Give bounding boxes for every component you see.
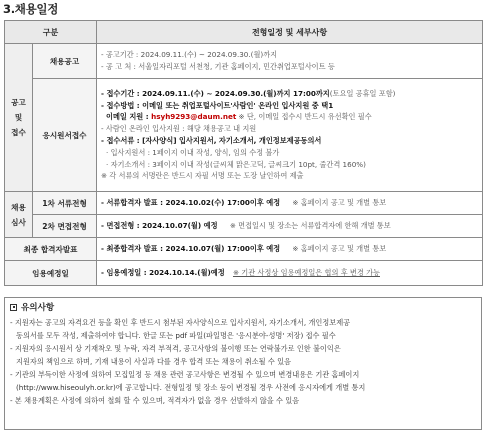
apply-period-line <box>101 88 478 100</box>
notes-header <box>10 301 476 313</box>
label-final: 최종 합격자발표 <box>5 238 97 261</box>
detail-final <box>97 238 483 261</box>
note-line[interactable]: (http://www.hiseoulyh.or.kr)에 공고합니다. 전형일정 및 장소 등이 변경될 경우 사전에 응시자에게 개별 통지 <box>16 383 366 392</box>
row-hire <box>5 261 483 286</box>
table-header-row <box>5 21 483 44</box>
apply-email-line <box>101 111 478 123</box>
note-line: - 본 채용계획은 사정에 의하여 철회 할 수 있으며, 적격자가 없을 경우 선발하지 않을 수 있음 <box>10 396 300 405</box>
apply-period-note: (토요일 공휴일 포함) <box>329 88 396 98</box>
apply-email-label: 이메일 지원 : <box>106 112 152 122</box>
notes-body <box>10 316 476 407</box>
note-line: - 지원자의 응시원서 상 기재착오 및 누락, 자격 부적격, 공고사항의 불이행 또는 연락불가로 인한 불이익은 <box>10 344 341 353</box>
detail-first <box>97 192 483 215</box>
hire-date: - 임용예정일 : 2024.10.14.(월)예정 <box>101 268 225 278</box>
row-apply <box>5 79 483 192</box>
label-hire: 임용예정일 <box>5 261 97 286</box>
apply-method: - 접수방법 : 이메일 또는 취업포털사이트'사람인' 온라인 입사지원 중 택1 <box>101 100 334 110</box>
detail-apply <box>97 79 483 192</box>
label-second: 2차 면접전형 <box>33 215 97 238</box>
checkbox-square-icon <box>10 304 17 311</box>
apply-signature-note: ※ 각 서류의 서명란은 반드시 자필 서명 또는 도장 날인하여 제출 <box>101 171 304 181</box>
apply-online: - 사람인 온라인 입사지원 : 해당 채용공고 내 지원 <box>101 124 257 134</box>
row-first <box>5 192 483 215</box>
first-note: ※ 홈페이지 공고 및 개별 통보 <box>292 198 387 208</box>
label-apply: 응시원서접수 <box>33 79 97 192</box>
label-notice: 채용공고 <box>33 44 97 79</box>
apply-doc-intro: · 자기소개서 : 3페이지 이내 작성(글씨체 맑은고딕, 글씨크기 10pt, 줄간격 160%) <box>106 159 366 169</box>
final-note: ※ 홈페이지 공고 및 개별 통보 <box>292 244 387 254</box>
apply-email-address[interactable]: hsyh9293@daum.net <box>151 112 237 122</box>
header-detail: 전형일정 및 세부사항 <box>97 21 483 44</box>
group-announce-apply: 공고 및 접수 <box>5 44 33 192</box>
hire-note: ※ 기관 사정상 임용예정일은 협의 후 변경 가능 <box>232 268 380 278</box>
notes-title: 유의사항 <box>21 303 55 313</box>
apply-email-note: ※ 단, 이메일 접수시 반드시 유선확인 필수 <box>236 112 372 122</box>
label-first: 1차 서류전형 <box>33 192 97 215</box>
notice-place: - 공 고 처 : 서울일자리포털 서천청, 기관 홈페이지, 민간취업포털사이트 등 <box>101 62 335 71</box>
second-interview: - 면접전형 : 2024.10.07(월) 예정 <box>101 221 218 231</box>
detail-second <box>97 215 483 238</box>
second-note: ※ 면접일시 및 장소는 서류합격자에 한해 개별 통보 <box>229 221 391 231</box>
schedule-table <box>4 20 483 286</box>
notice-period: - 공고기간 : 2024.09.11.(수) ~ 2024.09.30.(월)까지 <box>101 50 278 60</box>
apply-doc-application: · 입사지원서 : 1페이지 이내 작성, 양식, 임의 수정 불가 <box>106 147 280 157</box>
apply-period: - 접수기간 : 2024.09.11.(수) ~ 2024.09.30.(월)까지 17:00까지 <box>101 88 330 98</box>
notes-box <box>4 297 482 430</box>
group-screening: 채용 심사 <box>5 192 33 238</box>
section-title: 3.채용일정 <box>3 2 59 16</box>
note-line: - 지원자는 공고의 자격요건 등을 확인 후 반드시 첨부된 자사양식으로 입사지원서, 자기소개서, 개인정보제공 <box>10 318 351 327</box>
detail-notice <box>97 44 483 79</box>
detail-hire <box>97 261 483 286</box>
row-second <box>5 215 483 238</box>
first-announce: - 서류합격자 발표 : 2024.10.02(수) 17:00이후 예정 <box>101 198 281 208</box>
note-line: 지원자의 책임으로 하며, 기재 내용이 사실과 다를 경우 합격 또는 채용이 취소될 수 있음 <box>16 357 291 366</box>
note-line: - 기관의 부득이한 사정에 의하여 모집일정 등 채용 관련 공고사항은 변경될 수 있으며 변경내용은 기관 홈페이지 <box>10 370 360 379</box>
apply-documents: - 접수서류 : [자사양식] 입사지원서, 자기소개서, 개인정보제공동의서 <box>101 136 322 145</box>
row-notice <box>5 44 483 79</box>
row-final <box>5 238 483 261</box>
header-category: 구분 <box>5 21 97 44</box>
final-announce: - 최종합격자 발표 : 2024.10.07(월) 17:00이후 예정 <box>101 244 281 254</box>
note-line: 동의서를 모두 작성, 제출하여야 합니다. 한글 또는 pdf 파일(파일명은 '응시분야-성명' 저장) 접수 필수 <box>16 331 336 340</box>
